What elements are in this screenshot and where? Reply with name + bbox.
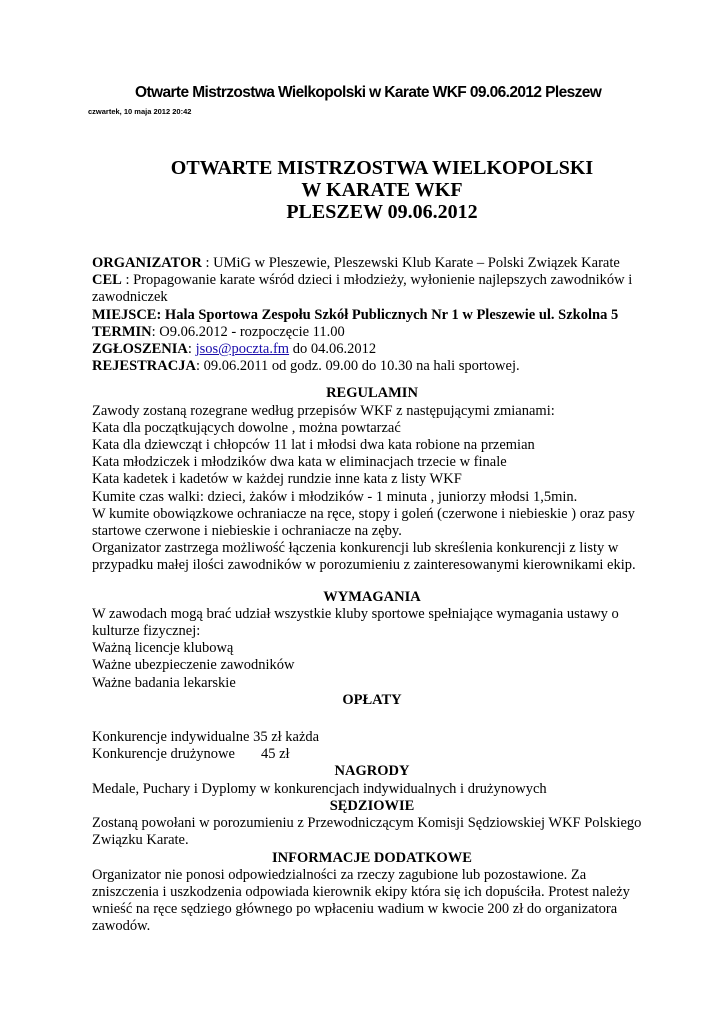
zgloszenia-line	[92, 341, 652, 358]
document-body	[92, 255, 652, 936]
termin-line	[92, 324, 652, 341]
organizator-value: : UMiG w Pleszewie, Pleszewski Klub Karate – Polski Związek Karate	[201, 255, 620, 271]
oplaty-team-price: 45 zł	[260, 746, 290, 763]
termin-label: TERMIN	[92, 323, 152, 340]
miejsce-value: : Hala Sportowa Zespołu Szkół Publicznych Nr 1 w Pleszewie ul. Szkolna 5	[156, 306, 619, 323]
zgloszenia-deadline: do 04.06.2012	[289, 341, 377, 358]
regulamin-heading: REGULAMIN	[326, 385, 418, 402]
rejestracja-label: REJESTRACJA	[92, 358, 196, 375]
regulamin-line: W kumite obowiązkowe ochraniacze na ręce, stopy i goleń (czerwone i niebieskie ) oraz pasy startowe czerwone i niebieskie i ochraniacze na zęby.	[92, 505, 635, 540]
rejestracja-line	[92, 358, 652, 375]
organizator-line	[92, 255, 652, 272]
zgloszenia-separator: :	[187, 341, 196, 358]
document-title-line-1: OTWARTE MISTRZOSTWA WIELKOPOLSKI	[170, 157, 594, 179]
regulamin-line: Organizator zastrzega możliwość łączenia konkurencji lub skreślenia konkurencji z listy w przypadku małej ilości zawodników w porozumieniu z zainteresowanymi kierownikami ekip.	[92, 540, 636, 574]
rejestracja-value: : 09.06.2011 od godz. 09.00 do 10.30 na hali sportowej.	[195, 358, 520, 375]
cel-line	[92, 272, 652, 306]
regulamin-line: Kata dla początkujących dowolne , można powtarzać	[92, 419, 401, 436]
wymagania-line: Ważne ubezpieczenie zawodników	[92, 657, 295, 674]
article-date: czwartek, 10 maja 2012 20:42	[88, 107, 192, 116]
regulamin-line: Zawody zostaną rozegrane według przepisów WKF z następującymi zmianami:	[92, 402, 555, 419]
sedziowie-heading: SĘDZIOWIE	[329, 797, 415, 814]
document-title-line-2: W KARATE WKF	[301, 179, 463, 201]
oplaty-heading: OPŁATY	[342, 691, 402, 708]
document-title	[0, 157, 724, 223]
sedziowie-text: Zostaną powołani w porozumieniu z Przewodniczącym Komisji Sędziowskiej WKF Polskiego Związku Karate.	[92, 815, 642, 849]
cel-label: CEL	[92, 272, 122, 289]
miejsce-line	[92, 307, 652, 324]
oplaty-team-label: Konkurencje drużynowe	[92, 746, 235, 763]
regulamin-line: Kata dla dziewcząt i chłopców 11 lat i młodsi dwa kata robione na przemian	[92, 437, 535, 454]
regulamin-line: Kumite czas walki: dzieci, żaków i młodzików - 1 minuta , juniorzy młodsi 1,5min.	[92, 488, 578, 505]
article-header-title: Otwarte Mistrzostwa Wielkopolski w Karate WKF 09.06.2012 Pleszew	[135, 84, 602, 101]
wymagania-heading: WYMAGANIA	[323, 588, 421, 605]
termin-value: : O9.06.2012 - rozpoczęcie 11.00	[151, 323, 345, 340]
informacje-heading: INFORMACJE DODATKOWE	[272, 849, 472, 866]
wymagania-line: Ważną licencje klubową	[92, 640, 234, 657]
organizator-label: ORGANIZATOR	[92, 255, 202, 271]
nagrody-text: Medale, Puchary i Dyplomy w konkurencjach indywidualnych i drużynowych	[92, 780, 547, 797]
nagrody-heading: NAGRODY	[334, 763, 410, 780]
zgloszenia-label: ZGŁOSZENIA	[92, 341, 188, 358]
wymagania-line: W zawodach mogą brać udział wszystkie kluby sportowe spełniające wymagania ustawy o kulturze fizycznej:	[92, 605, 619, 640]
regulamin-line: Kata młodziczek i młodzików dwa kata w eliminacjach trzecie w finale	[92, 454, 507, 471]
email-link[interactable]: jsos@poczta.fm	[195, 341, 290, 358]
informacje-text: Organizator nie ponosi odpowiedzialności za rzeczy zagubione lub pozostawione. Za zniszczenia i uszkodzenia odpowiada kierownik ekipy która się ich dopuściła. Protest należy wnieść na ręce sędziego głównego po wpłaceniu wadium w kwocie 200 zł do organizatora zawodów.	[92, 866, 630, 935]
miejsce-label: MIEJSCE	[92, 306, 157, 323]
regulamin-line: Kata kadetek i kadetów w każdej rundzie inne kata z listy WKF	[92, 471, 462, 488]
oplaty-individual-line: Konkurencje indywidualne 35 zł każda	[92, 729, 320, 746]
wymagania-line: Ważne badania lekarskie	[92, 674, 236, 691]
cel-value: : Propagowanie karate wśród dzieci i młodzieży, wyłonienie najlepszych zawodników i zawodniczek	[92, 272, 633, 306]
document-title-line-3: PLESZEW 09.06.2012	[286, 201, 478, 223]
oplaty-team-line	[92, 746, 652, 763]
